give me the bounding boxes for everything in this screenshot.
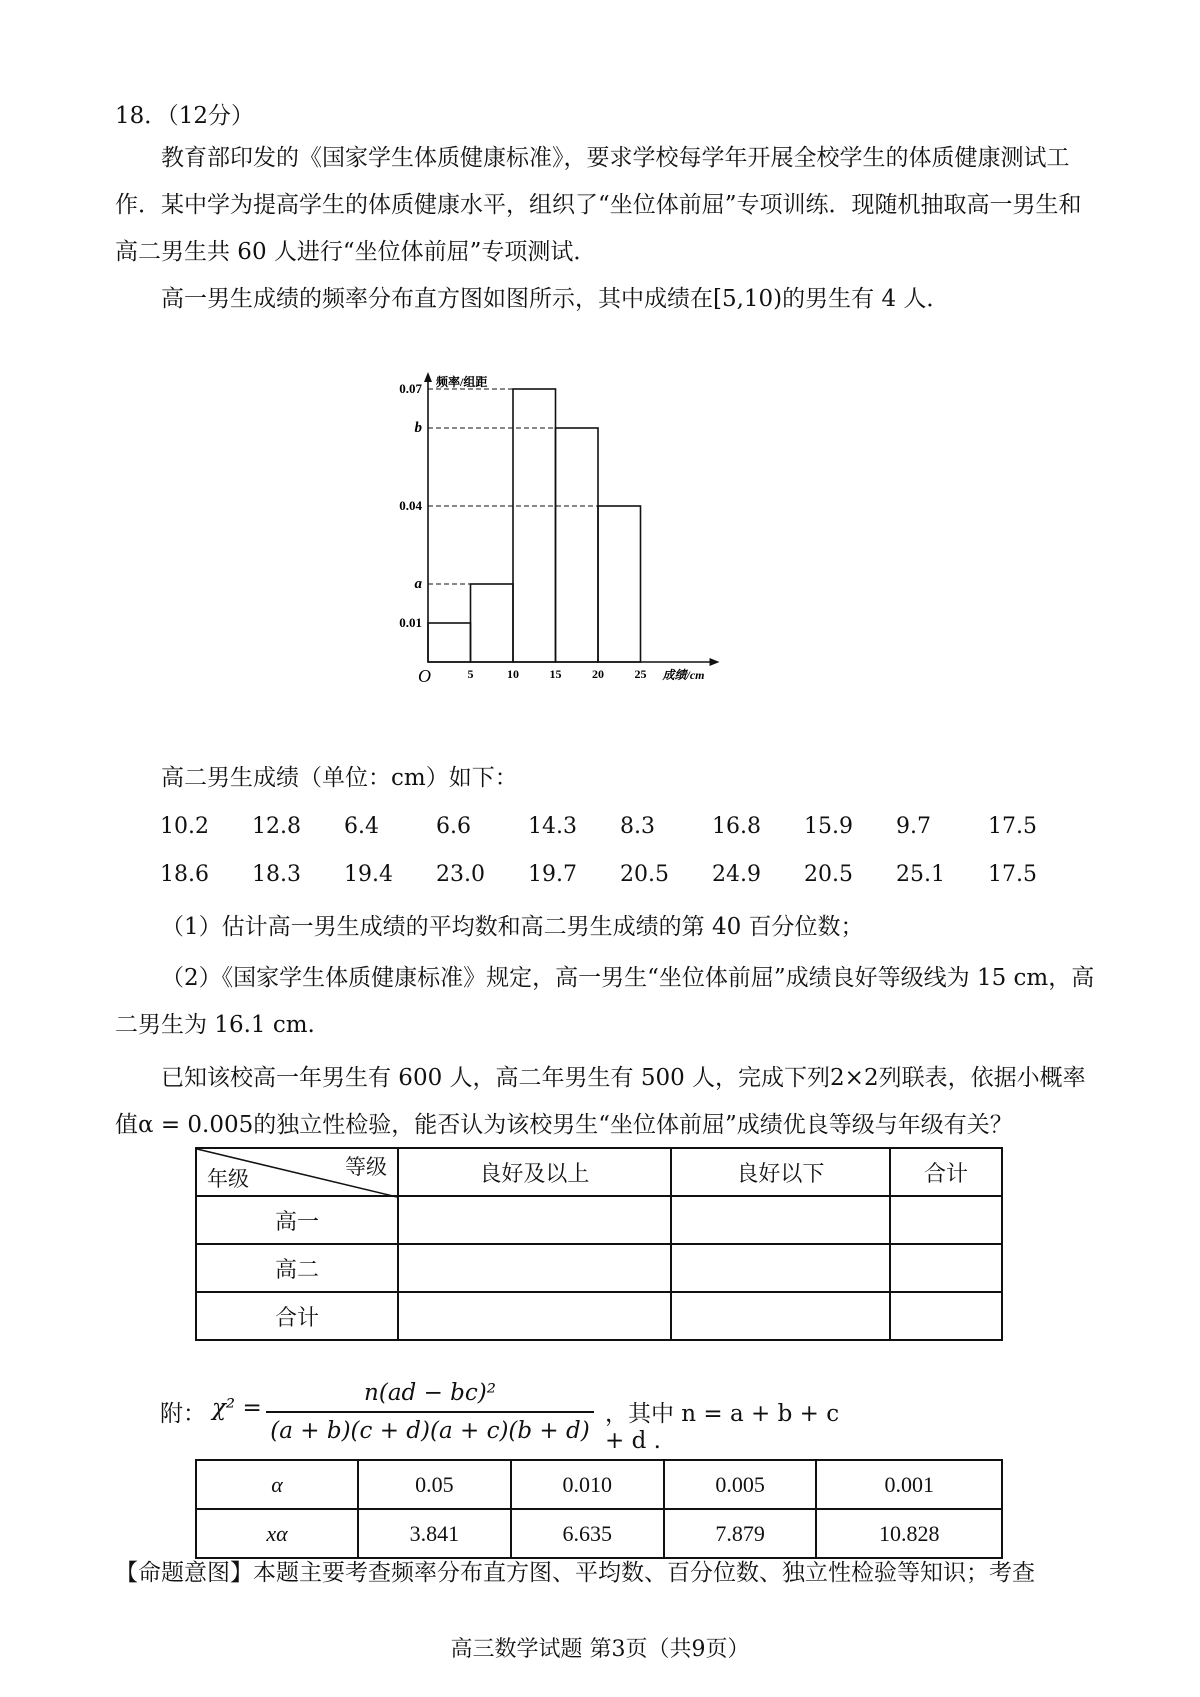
- problem-intro: 教育部印发的《国家学生体质健康标准》，要求学校每学年开展全校学生的体质健康测试工作．某中学为提高学生的体质健康水平，组织了“坐位体前屈”专项训练．现随机抽取高一男生和高二男生共 60 人进行“坐位体前屈”专项测试．: [115, 145, 1082, 265]
- frequency-histogram: [399, 372, 790, 752]
- row-label: 高二: [196, 1244, 398, 1292]
- score-value: 17.5: [988, 862, 1037, 887]
- y-axis-arrow: [424, 372, 432, 382]
- table-cell: 7.879: [664, 1509, 817, 1558]
- table-row: [196, 1460, 1002, 1509]
- histogram-svg: [399, 372, 790, 752]
- table-cell[interactable]: [890, 1292, 1002, 1340]
- score-value: 6.6: [436, 814, 471, 839]
- table-cell: 0.005: [664, 1460, 817, 1509]
- table-cell[interactable]: [671, 1244, 890, 1292]
- table-cell: 6.635: [511, 1509, 664, 1558]
- score-value: 14.3: [528, 814, 577, 839]
- histogram-bar: [598, 506, 641, 662]
- x-axis-label: 成绩/cm: [662, 668, 705, 682]
- x-tick-label: 25: [634, 667, 647, 681]
- histogram-caption: 高一男生成绩的频率分布直方图如图所示，其中成绩在[5,10)的男生有 4 人．: [161, 286, 950, 312]
- histogram-bar: [428, 623, 471, 662]
- x-axis-arrow: [710, 658, 720, 666]
- row-label: 高一: [196, 1196, 398, 1244]
- formula-numerator: n(ad − bc)²: [364, 1380, 496, 1406]
- grade2-scores-row-2: [160, 862, 1100, 896]
- question-1: （1）估计高一男生成绩的平均数和高二男生成绩的第 40 百分位数；: [161, 914, 864, 940]
- origin-label: O: [418, 666, 431, 686]
- score-value: 18.6: [160, 862, 209, 887]
- x-tick-label: 10: [507, 667, 519, 681]
- problem-number: 18．（12分）: [115, 103, 255, 129]
- formula-lhs: χ² =: [212, 1395, 262, 1421]
- table-row: [196, 1196, 1002, 1244]
- score-value: 20.5: [620, 862, 669, 887]
- score-value: 19.7: [528, 862, 577, 887]
- table-header-cell: 合计: [890, 1148, 1002, 1196]
- formula-prefix: 附：: [160, 1401, 206, 1427]
- formula-suffix: ，其中 n = a + b + c + d .: [605, 1401, 840, 1454]
- corner-bottom-label: 年级: [207, 1167, 249, 1191]
- table-cell: 3.841: [358, 1509, 511, 1558]
- table-cell: 0.010: [511, 1460, 664, 1509]
- x-tick-label: 15: [549, 667, 562, 681]
- intent-note: 【命题意图】本题主要考查频率分布直方图、平均数、百分位数、独立性检验等知识；考查: [115, 1560, 1035, 1586]
- table-cell[interactable]: [671, 1292, 890, 1340]
- contingency-table: [195, 1147, 1003, 1341]
- table-row: [196, 1292, 1002, 1340]
- histogram-bar: [556, 428, 599, 662]
- row-label: xα: [196, 1509, 358, 1558]
- score-value: 18.3: [252, 862, 301, 887]
- table-header-cell: 良好及以上: [398, 1148, 671, 1196]
- table-header-cell: 良好以下: [671, 1148, 890, 1196]
- histogram-bar: [471, 584, 514, 662]
- table-row: [196, 1244, 1002, 1292]
- question-2: （2）《国家学生体质健康标准》规定，高一男生“坐位体前屈”成绩良好等级线为 15 cm，高二男生为 16.1 cm.: [115, 965, 1095, 1038]
- x-tick-label: 20: [592, 667, 604, 681]
- formula-denominator: (a + b)(c + d)(a + c)(b + d): [270, 1418, 590, 1444]
- y-tick-label: 0.07: [399, 381, 422, 396]
- table-header-row: [196, 1148, 1002, 1196]
- score-value: 15.9: [804, 814, 853, 839]
- histogram-bar: [513, 389, 556, 662]
- table-cell[interactable]: [890, 1196, 1002, 1244]
- row-label: 合计: [196, 1292, 398, 1340]
- critical-value-table: [195, 1459, 1003, 1559]
- score-value: 6.4: [344, 814, 379, 839]
- grade2-caption: 高二男生成绩（单位：cm）如下：: [161, 765, 518, 791]
- chi-square-formula: [160, 1375, 860, 1455]
- y-tick-label: a: [414, 576, 422, 592]
- table-cell[interactable]: [398, 1244, 671, 1292]
- table-corner-cell: [196, 1148, 398, 1196]
- score-value: 8.3: [620, 814, 655, 839]
- corner-top-label: 等级: [345, 1155, 387, 1179]
- table-cell: 0.05: [358, 1460, 511, 1509]
- score-value: 10.2: [160, 814, 209, 839]
- table-cell[interactable]: [671, 1196, 890, 1244]
- y-tick-label: 0.01: [399, 615, 422, 630]
- question-2-continued: 已知该校高一年男生有 600 人，高二年男生有 500 人，完成下列2×2列联表，依据小概率值α = 0.005的独立性检验，能否认为该校男生“坐位体前屈”成绩优良等级与年级有关？: [115, 1065, 1086, 1138]
- table-cell: 0.001: [816, 1460, 1002, 1509]
- score-value: 23.0: [436, 862, 485, 887]
- score-value: 16.8: [712, 814, 761, 839]
- score-value: 25.1: [896, 862, 945, 887]
- score-value: 24.9: [712, 862, 761, 887]
- y-tick-label: b: [414, 420, 422, 436]
- score-value: 9.7: [896, 814, 931, 839]
- grade2-scores-row-1: [160, 814, 1100, 848]
- score-value: 20.5: [804, 862, 853, 887]
- score-value: 17.5: [988, 814, 1037, 839]
- table-cell[interactable]: [890, 1244, 1002, 1292]
- y-axis-label: 频率/组距: [436, 375, 488, 389]
- table-cell[interactable]: [398, 1292, 671, 1340]
- formula-fraction: [260, 1375, 600, 1449]
- table-cell[interactable]: [398, 1196, 671, 1244]
- score-value: 12.8: [252, 814, 301, 839]
- y-tick-label: 0.04: [399, 498, 422, 513]
- score-value: 19.4: [344, 862, 393, 887]
- table-cell: 10.828: [816, 1509, 1002, 1558]
- table-row: [196, 1509, 1002, 1558]
- x-tick-label: 5: [467, 667, 474, 681]
- row-label: α: [196, 1460, 358, 1509]
- page-footer: 高三数学试题 第3页（共9页）: [450, 1637, 750, 1662]
